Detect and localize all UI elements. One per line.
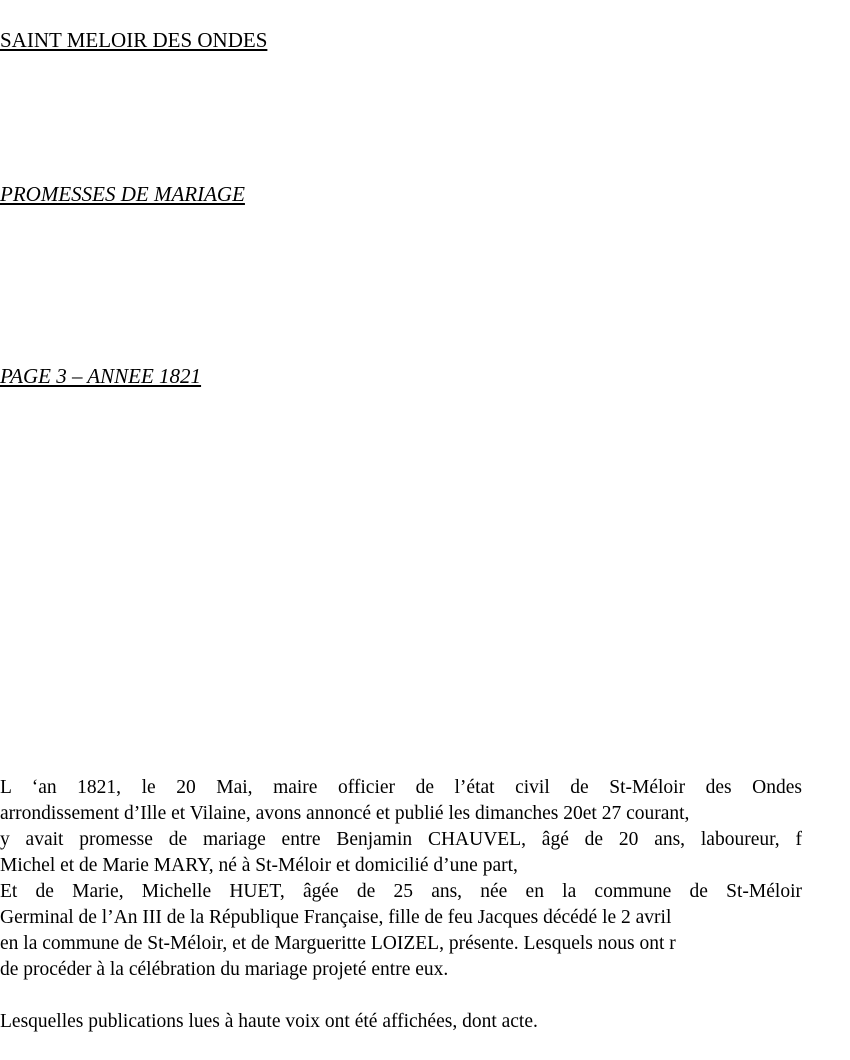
paragraph-gap (0, 983, 802, 1009)
record-line-3: y avait promesse de mariage entre Benjamin CHAUVEL, âgé de 20 ans, laboureur, f (0, 829, 802, 850)
record-line-2: arrondissement d’Ille et Vilaine, avons annoncé et publié les dimanches 20et 27 courant, (0, 803, 690, 824)
record-line-7: en la commune de St-Méloir, et de Margueritte LOIZEL, présente. Lesquels nous ont r (0, 933, 676, 954)
record-line-4: Michel et de Marie MARY, né à St-Méloir et domicilié d’une part, (0, 855, 518, 876)
record-line-1: L ‘an 1821, le 20 Mai, maire officier de l’état civil de St-Méloir des Ondes (0, 777, 802, 798)
closing-line: Lesquelles publications lues à haute voix ont été affichées, dont acte. (0, 1011, 538, 1032)
page-label: PAGE 3 – ANNEE 1821 (0, 364, 202, 388)
record-line-8: de procéder à la célébration du mariage projeté entre eux. (0, 959, 449, 980)
section-title: PROMESSES DE MARIAGE (0, 182, 245, 206)
record-text (0, 775, 802, 1035)
record-line-5: Et de Marie, Michelle HUET, âgée de 25 ans, née en la commune de St-Méloir (0, 881, 802, 902)
record-line-6: Germinal de l’An III de la République Française, fille de feu Jacques décédé le 2 avril (0, 907, 672, 928)
document-title: SAINT MELOIR DES ONDES (0, 28, 268, 52)
